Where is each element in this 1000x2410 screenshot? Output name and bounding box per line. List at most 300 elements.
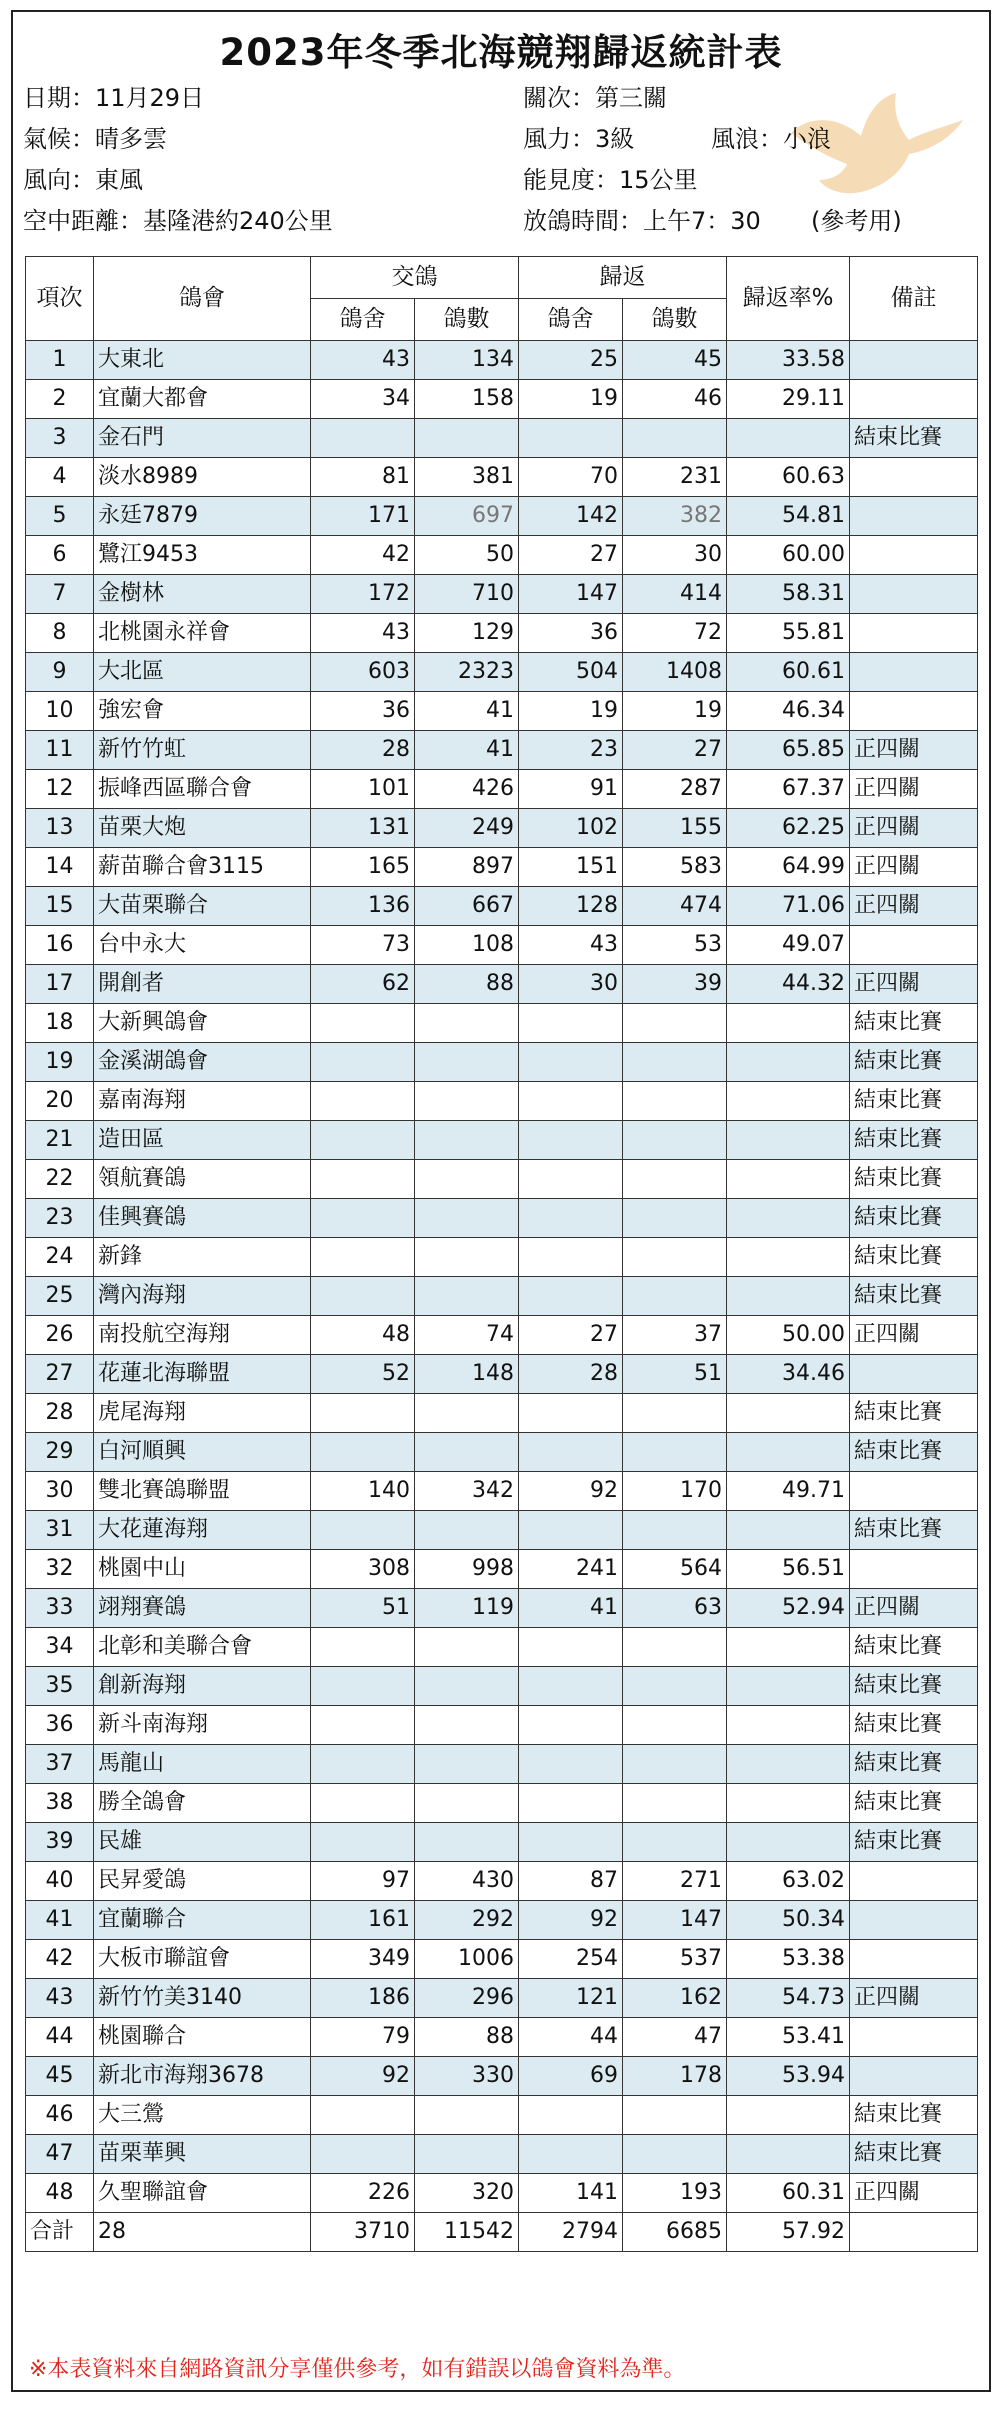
total-returned-lofts: 2794 bbox=[519, 2213, 623, 2252]
info-reference: (參考用) bbox=[811, 207, 902, 235]
row-entered-birds: 667 bbox=[415, 887, 519, 926]
row-returned-birds: 39 bbox=[623, 965, 727, 1004]
row-entered-birds: 710 bbox=[415, 575, 519, 614]
row-returned-lofts bbox=[519, 1628, 623, 1667]
row-rate bbox=[727, 1433, 850, 1472]
table-row bbox=[26, 458, 978, 497]
row-club: 苗栗大炮 bbox=[94, 809, 311, 848]
row-returned-birds: 147 bbox=[623, 1901, 727, 1940]
row-entered-birds bbox=[415, 1199, 519, 1238]
row-entered-lofts: 140 bbox=[311, 1472, 415, 1511]
row-no: 12 bbox=[26, 770, 94, 809]
header-returned-birds: 鴿數 bbox=[623, 299, 727, 341]
row-rate bbox=[727, 1511, 850, 1550]
row-club: 大三鶯 bbox=[94, 2096, 311, 2135]
table-row bbox=[26, 1277, 978, 1316]
row-entered-lofts: 34 bbox=[311, 380, 415, 419]
row-returned-birds bbox=[623, 2135, 727, 2174]
table-row bbox=[26, 2096, 978, 2135]
row-entered-birds: 430 bbox=[415, 1862, 519, 1901]
row-club: 新北市海翔3678 bbox=[94, 2057, 311, 2096]
row-no: 27 bbox=[26, 1355, 94, 1394]
row-entered-birds: 998 bbox=[415, 1550, 519, 1589]
row-returned-lofts: 92 bbox=[519, 1472, 623, 1511]
row-note bbox=[850, 458, 978, 497]
table-row bbox=[26, 1121, 978, 1160]
row-note: 正四關 bbox=[850, 2174, 978, 2213]
table-row bbox=[26, 1550, 978, 1589]
total-returned-birds: 6685 bbox=[623, 2213, 727, 2252]
row-note: 結束比賽 bbox=[850, 1823, 978, 1862]
row-returned-lofts: 27 bbox=[519, 1316, 623, 1355]
row-no: 35 bbox=[26, 1667, 94, 1706]
row-entered-birds bbox=[415, 1433, 519, 1472]
table-row bbox=[26, 1745, 978, 1784]
row-returned-birds bbox=[623, 1043, 727, 1082]
row-returned-lofts bbox=[519, 1238, 623, 1277]
row-returned-birds bbox=[623, 1433, 727, 1472]
row-entered-birds: 320 bbox=[415, 2174, 519, 2213]
row-no: 29 bbox=[26, 1433, 94, 1472]
table-row bbox=[26, 848, 978, 887]
row-returned-lofts bbox=[519, 1082, 623, 1121]
row-entered-lofts: 161 bbox=[311, 1901, 415, 1940]
table-row bbox=[26, 770, 978, 809]
row-note: 正四關 bbox=[850, 1316, 978, 1355]
table-row bbox=[26, 809, 978, 848]
row-returned-birds: 162 bbox=[623, 1979, 727, 2018]
row-returned-lofts: 121 bbox=[519, 1979, 623, 2018]
row-entered-birds: 381 bbox=[415, 458, 519, 497]
row-no: 31 bbox=[26, 1511, 94, 1550]
row-club: 新斗南海翔 bbox=[94, 1706, 311, 1745]
row-returned-birds: 53 bbox=[623, 926, 727, 965]
table-row bbox=[26, 731, 978, 770]
row-returned-birds: 72 bbox=[623, 614, 727, 653]
row-no: 40 bbox=[26, 1862, 94, 1901]
row-entered-birds bbox=[415, 1082, 519, 1121]
row-entered-lofts: 73 bbox=[311, 926, 415, 965]
row-club: 白河順興 bbox=[94, 1433, 311, 1472]
row-no: 23 bbox=[26, 1199, 94, 1238]
row-rate: 56.51 bbox=[727, 1550, 850, 1589]
row-returned-lofts: 28 bbox=[519, 1355, 623, 1394]
row-returned-birds: 414 bbox=[623, 575, 727, 614]
row-entered-lofts: 603 bbox=[311, 653, 415, 692]
row-note: 結束比賽 bbox=[850, 1394, 978, 1433]
row-entered-lofts: 172 bbox=[311, 575, 415, 614]
table-row bbox=[26, 1238, 978, 1277]
table-row bbox=[26, 575, 978, 614]
info-stage: 關次：第三關 bbox=[523, 84, 667, 112]
row-club: 佳興賽鴿 bbox=[94, 1199, 311, 1238]
row-club: 民昇愛鴿 bbox=[94, 1862, 311, 1901]
row-no: 3 bbox=[26, 419, 94, 458]
info-weather: 氣候：晴多雲 bbox=[23, 125, 167, 153]
row-rate bbox=[727, 1628, 850, 1667]
table-row bbox=[26, 1355, 978, 1394]
row-entered-birds: 2323 bbox=[415, 653, 519, 692]
row-entered-birds bbox=[415, 1277, 519, 1316]
row-returned-birds: 564 bbox=[623, 1550, 727, 1589]
row-club: 桃園中山 bbox=[94, 1550, 311, 1589]
row-rate: 29.11 bbox=[727, 380, 850, 419]
row-note: 正四關 bbox=[850, 887, 978, 926]
table-row bbox=[26, 1667, 978, 1706]
row-rate bbox=[727, 2135, 850, 2174]
row-entered-lofts bbox=[311, 1823, 415, 1862]
row-club: 大花蓮海翔 bbox=[94, 1511, 311, 1550]
row-rate: 60.61 bbox=[727, 653, 850, 692]
row-note: 結束比賽 bbox=[850, 1043, 978, 1082]
row-rate: 49.71 bbox=[727, 1472, 850, 1511]
row-entered-lofts bbox=[311, 1745, 415, 1784]
row-no: 41 bbox=[26, 1901, 94, 1940]
row-no: 47 bbox=[26, 2135, 94, 2174]
row-entered-lofts: 92 bbox=[311, 2057, 415, 2096]
row-no: 22 bbox=[26, 1160, 94, 1199]
row-no: 2 bbox=[26, 380, 94, 419]
row-returned-lofts bbox=[519, 2135, 623, 2174]
row-entered-birds bbox=[415, 1394, 519, 1433]
row-entered-birds: 74 bbox=[415, 1316, 519, 1355]
row-returned-birds: 155 bbox=[623, 809, 727, 848]
row-returned-birds bbox=[623, 1394, 727, 1433]
table-row bbox=[26, 1394, 978, 1433]
row-no: 25 bbox=[26, 1277, 94, 1316]
row-note: 結束比賽 bbox=[850, 1238, 978, 1277]
row-club: 翊翔賽鴿 bbox=[94, 1589, 311, 1628]
row-entered-lofts bbox=[311, 1667, 415, 1706]
row-note bbox=[850, 653, 978, 692]
row-note: 正四關 bbox=[850, 848, 978, 887]
row-entered-birds: 119 bbox=[415, 1589, 519, 1628]
row-club: 馬龍山 bbox=[94, 1745, 311, 1784]
total-label: 合計 bbox=[26, 2213, 94, 2252]
row-rate: 44.32 bbox=[727, 965, 850, 1004]
info-distance: 空中距離：基隆港約240公里 bbox=[23, 207, 333, 235]
row-entered-birds: 129 bbox=[415, 614, 519, 653]
row-rate: 54.81 bbox=[727, 497, 850, 536]
row-note bbox=[850, 692, 978, 731]
row-returned-birds bbox=[623, 1277, 727, 1316]
row-entered-birds bbox=[415, 1628, 519, 1667]
row-entered-lofts bbox=[311, 1199, 415, 1238]
row-returned-lofts bbox=[519, 1706, 623, 1745]
table-row bbox=[26, 536, 978, 575]
row-no: 48 bbox=[26, 2174, 94, 2213]
row-club: 台中永大 bbox=[94, 926, 311, 965]
row-returned-lofts: 142 bbox=[519, 497, 623, 536]
table-row bbox=[26, 1433, 978, 1472]
row-entered-birds: 88 bbox=[415, 2018, 519, 2057]
row-club: 創新海翔 bbox=[94, 1667, 311, 1706]
row-rate: 55.81 bbox=[727, 614, 850, 653]
row-returned-birds: 271 bbox=[623, 1862, 727, 1901]
row-returned-lofts bbox=[519, 1043, 623, 1082]
row-club: 淡水8989 bbox=[94, 458, 311, 497]
row-note bbox=[850, 536, 978, 575]
row-club: 久聖聯誼會 bbox=[94, 2174, 311, 2213]
row-club: 大東北 bbox=[94, 341, 311, 380]
row-returned-birds: 19 bbox=[623, 692, 727, 731]
row-no: 43 bbox=[26, 1979, 94, 2018]
row-entered-lofts: 136 bbox=[311, 887, 415, 926]
row-rate: 71.06 bbox=[727, 887, 850, 926]
row-note: 結束比賽 bbox=[850, 1784, 978, 1823]
row-club: 金石門 bbox=[94, 419, 311, 458]
row-note: 結束比賽 bbox=[850, 1706, 978, 1745]
row-rate: 53.38 bbox=[727, 1940, 850, 1979]
table-row bbox=[26, 2057, 978, 2096]
total-row bbox=[26, 2213, 978, 2252]
row-club: 勝全鴿會 bbox=[94, 1784, 311, 1823]
table-row bbox=[26, 614, 978, 653]
row-entered-lofts: 308 bbox=[311, 1550, 415, 1589]
row-entered-birds: 88 bbox=[415, 965, 519, 1004]
row-entered-lofts: 43 bbox=[311, 341, 415, 380]
total-entered-birds: 11542 bbox=[415, 2213, 519, 2252]
header-returned-lofts: 鴿舍 bbox=[519, 299, 623, 341]
table-row bbox=[26, 1862, 978, 1901]
row-note: 正四關 bbox=[850, 770, 978, 809]
row-note: 結束比賽 bbox=[850, 1511, 978, 1550]
row-note bbox=[850, 380, 978, 419]
header-rate: 歸返率% bbox=[727, 257, 850, 341]
row-entered-birds bbox=[415, 1823, 519, 1862]
row-entered-lofts bbox=[311, 1511, 415, 1550]
row-rate bbox=[727, 1745, 850, 1784]
row-entered-birds: 41 bbox=[415, 731, 519, 770]
row-club: 強宏會 bbox=[94, 692, 311, 731]
row-rate bbox=[727, 1823, 850, 1862]
row-returned-birds bbox=[623, 1238, 727, 1277]
row-club: 苗栗華興 bbox=[94, 2135, 311, 2174]
table-row bbox=[26, 419, 978, 458]
row-returned-lofts: 27 bbox=[519, 536, 623, 575]
row-entered-birds: 41 bbox=[415, 692, 519, 731]
row-entered-birds bbox=[415, 1160, 519, 1199]
row-returned-birds bbox=[623, 1784, 727, 1823]
row-note bbox=[850, 497, 978, 536]
row-no: 26 bbox=[26, 1316, 94, 1355]
row-entered-birds: 342 bbox=[415, 1472, 519, 1511]
row-returned-birds bbox=[623, 1199, 727, 1238]
row-club: 金溪湖鴿會 bbox=[94, 1043, 311, 1082]
row-entered-lofts bbox=[311, 2135, 415, 2174]
row-entered-birds: 897 bbox=[415, 848, 519, 887]
row-returned-birds bbox=[623, 1121, 727, 1160]
row-rate bbox=[727, 1238, 850, 1277]
table-row bbox=[26, 497, 978, 536]
row-entered-lofts: 131 bbox=[311, 809, 415, 848]
row-returned-birds: 30 bbox=[623, 536, 727, 575]
row-rate bbox=[727, 1160, 850, 1199]
row-no: 24 bbox=[26, 1238, 94, 1277]
row-no: 8 bbox=[26, 614, 94, 653]
row-returned-lofts bbox=[519, 1667, 623, 1706]
row-entered-lofts: 52 bbox=[311, 1355, 415, 1394]
row-no: 28 bbox=[26, 1394, 94, 1433]
row-rate bbox=[727, 1277, 850, 1316]
row-club: 大新興鴿會 bbox=[94, 1004, 311, 1043]
row-rate: 63.02 bbox=[727, 1862, 850, 1901]
row-club: 新竹竹美3140 bbox=[94, 1979, 311, 2018]
row-rate bbox=[727, 1121, 850, 1160]
row-entered-lofts bbox=[311, 2096, 415, 2135]
table-row bbox=[26, 1043, 978, 1082]
row-entered-lofts bbox=[311, 1043, 415, 1082]
row-no: 30 bbox=[26, 1472, 94, 1511]
row-entered-birds bbox=[415, 1667, 519, 1706]
row-rate: 53.94 bbox=[727, 2057, 850, 2096]
row-returned-birds bbox=[623, 1667, 727, 1706]
row-entered-lofts bbox=[311, 1238, 415, 1277]
row-no: 4 bbox=[26, 458, 94, 497]
row-returned-birds: 193 bbox=[623, 2174, 727, 2213]
row-note bbox=[850, 2018, 978, 2057]
row-returned-lofts: 141 bbox=[519, 2174, 623, 2213]
row-returned-birds: 51 bbox=[623, 1355, 727, 1394]
row-no: 14 bbox=[26, 848, 94, 887]
row-entered-lofts: 97 bbox=[311, 1862, 415, 1901]
info-visibility: 能見度：15公里 bbox=[523, 166, 698, 194]
row-no: 5 bbox=[26, 497, 94, 536]
table-row bbox=[26, 2135, 978, 2174]
table-row bbox=[26, 1784, 978, 1823]
row-rate bbox=[727, 1199, 850, 1238]
row-returned-lofts bbox=[519, 1511, 623, 1550]
row-note bbox=[850, 926, 978, 965]
row-returned-birds: 1408 bbox=[623, 653, 727, 692]
stats-table bbox=[25, 256, 978, 2252]
info-wind-force: 風力：3級 bbox=[523, 125, 635, 153]
table-row bbox=[26, 653, 978, 692]
row-entered-lofts bbox=[311, 419, 415, 458]
row-club: 開創者 bbox=[94, 965, 311, 1004]
row-no: 21 bbox=[26, 1121, 94, 1160]
row-returned-lofts bbox=[519, 2096, 623, 2135]
row-note bbox=[850, 341, 978, 380]
row-rate: 60.63 bbox=[727, 458, 850, 497]
row-entered-lofts: 48 bbox=[311, 1316, 415, 1355]
row-rate: 50.34 bbox=[727, 1901, 850, 1940]
row-rate: 60.31 bbox=[727, 2174, 850, 2213]
row-entered-birds bbox=[415, 1238, 519, 1277]
row-rate bbox=[727, 1394, 850, 1433]
row-returned-birds: 47 bbox=[623, 2018, 727, 2057]
row-returned-lofts: 128 bbox=[519, 887, 623, 926]
row-returned-birds: 474 bbox=[623, 887, 727, 926]
row-returned-birds bbox=[623, 1706, 727, 1745]
row-note: 結束比賽 bbox=[850, 1082, 978, 1121]
row-entered-birds: 296 bbox=[415, 1979, 519, 2018]
row-note: 結束比賽 bbox=[850, 1628, 978, 1667]
row-returned-birds: 537 bbox=[623, 1940, 727, 1979]
row-returned-birds bbox=[623, 2096, 727, 2135]
report-sheet bbox=[11, 10, 989, 2390]
row-note bbox=[850, 2057, 978, 2096]
row-returned-birds: 382 bbox=[623, 497, 727, 536]
row-returned-lofts bbox=[519, 1784, 623, 1823]
row-entered-birds: 1006 bbox=[415, 1940, 519, 1979]
footnote: ※本表資料來自網路資訊分享僅供參考，如有錯誤以鴿會資料為準。 bbox=[29, 2357, 686, 2382]
row-no: 39 bbox=[26, 1823, 94, 1862]
row-note: 結束比賽 bbox=[850, 419, 978, 458]
row-returned-birds: 583 bbox=[623, 848, 727, 887]
row-club: 金樹林 bbox=[94, 575, 311, 614]
table-row bbox=[26, 1940, 978, 1979]
row-club: 新鋒 bbox=[94, 1238, 311, 1277]
row-entered-lofts: 226 bbox=[311, 2174, 415, 2213]
row-club: 振峰西區聯合會 bbox=[94, 770, 311, 809]
row-entered-birds: 697 bbox=[415, 497, 519, 536]
row-club: 大北區 bbox=[94, 653, 311, 692]
table-row bbox=[26, 1901, 978, 1940]
row-entered-birds: 108 bbox=[415, 926, 519, 965]
row-note: 結束比賽 bbox=[850, 1277, 978, 1316]
row-note bbox=[850, 1862, 978, 1901]
row-no: 45 bbox=[26, 2057, 94, 2096]
row-club: 大板市聯誼會 bbox=[94, 1940, 311, 1979]
row-entered-birds bbox=[415, 1043, 519, 1082]
row-entered-birds: 50 bbox=[415, 536, 519, 575]
row-entered-birds bbox=[415, 1706, 519, 1745]
row-returned-lofts: 504 bbox=[519, 653, 623, 692]
row-rate: 46.34 bbox=[727, 692, 850, 731]
row-entered-lofts bbox=[311, 1706, 415, 1745]
header-entered-birds: 鴿數 bbox=[415, 299, 519, 341]
table-row bbox=[26, 1472, 978, 1511]
row-entered-lofts: 42 bbox=[311, 536, 415, 575]
info-wind-direction: 風向：東風 bbox=[23, 166, 143, 194]
row-returned-lofts: 19 bbox=[519, 380, 623, 419]
row-entered-birds: 148 bbox=[415, 1355, 519, 1394]
row-returned-birds bbox=[623, 1823, 727, 1862]
row-returned-birds: 37 bbox=[623, 1316, 727, 1355]
row-returned-lofts: 43 bbox=[519, 926, 623, 965]
row-rate bbox=[727, 1082, 850, 1121]
row-returned-lofts: 91 bbox=[519, 770, 623, 809]
row-returned-birds bbox=[623, 1628, 727, 1667]
row-entered-lofts bbox=[311, 1277, 415, 1316]
row-returned-birds: 46 bbox=[623, 380, 727, 419]
table-row bbox=[26, 1004, 978, 1043]
stats-body bbox=[26, 341, 978, 2213]
row-club: 灣內海翔 bbox=[94, 1277, 311, 1316]
row-note bbox=[850, 1901, 978, 1940]
table-row bbox=[26, 1823, 978, 1862]
row-note: 結束比賽 bbox=[850, 1121, 978, 1160]
table-row bbox=[26, 380, 978, 419]
row-returned-lofts: 69 bbox=[519, 2057, 623, 2096]
row-returned-lofts: 102 bbox=[519, 809, 623, 848]
row-note: 正四關 bbox=[850, 965, 978, 1004]
table-row bbox=[26, 692, 978, 731]
row-returned-lofts bbox=[519, 419, 623, 458]
row-returned-birds bbox=[623, 1511, 727, 1550]
row-entered-lofts: 101 bbox=[311, 770, 415, 809]
info-date: 日期：11月29日 bbox=[23, 84, 205, 112]
row-entered-birds: 330 bbox=[415, 2057, 519, 2096]
row-club: 花蓮北海聯盟 bbox=[94, 1355, 311, 1394]
row-returned-lofts: 30 bbox=[519, 965, 623, 1004]
row-club: 造田區 bbox=[94, 1121, 311, 1160]
row-returned-birds: 231 bbox=[623, 458, 727, 497]
row-entered-lofts: 349 bbox=[311, 1940, 415, 1979]
row-rate: 54.73 bbox=[727, 1979, 850, 2018]
table-row bbox=[26, 1199, 978, 1238]
